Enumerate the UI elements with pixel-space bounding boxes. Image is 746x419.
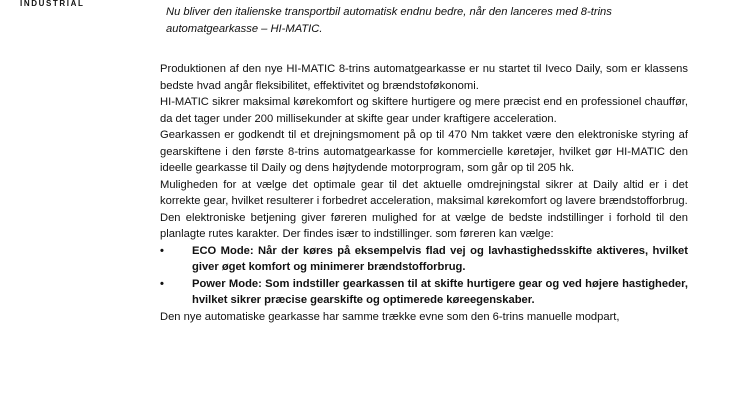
bullet-icon: •	[160, 277, 164, 290]
brand-wordmark: INDUSTRIAL	[20, 0, 85, 8]
paragraph-settings: Den elektroniske betjening giver føreren mulighed for at vælge de bedste indstillinger i forhold til den planlagte rutes karakter. Der findes især to indstillinger. som føreren kan vælge:	[160, 211, 688, 240]
power-mode-text: Power Mode: Som indstiller gearkassen til at skifte hurtigere gear og ved højere hastigheder, hvilket sikrer præcise gearskifte og optimerede køreegenskaber.	[192, 277, 688, 306]
paragraph-gear-choice: Muligheden for at vælge det optimale gear til det aktuelle omdrejningstal sikrer at Daily altid er i det korrekte gear, hvilket resulterer i forbedret acceleration, maksimal kørekomfort og lavere brændstofforbrug.	[160, 178, 688, 207]
mode-list	[160, 243, 688, 309]
article-body	[160, 61, 688, 325]
eco-mode-text: ECO Mode: Når der køres på eksempelvis flad vej og lavhastighedsskifte aktiveres, hvilket giver øget komfort og minimerer brændstofforbrug.	[192, 244, 688, 273]
paragraph-comfort: HI-MATIC sikrer maksimal kørekomfort og skiftere hurtigere og mere præcist end en professionel chauffør, da det tager under 200 millisekunder at skifte gear under kraftigere acceleration.	[160, 96, 688, 125]
paragraph-torque: Gearkassen er godkendt til et drejningsmoment på op til 470 Nm takket være den elektroniske styring af gearskiftene i den første 8-trins automatgearkasse for kommercielle køretøjer, hvilket gør HI-MATIC den ideelle gearkasse til Daily og dens højtydende motorprogram, som går op til 205 hk.	[160, 129, 688, 174]
list-item-eco-mode	[160, 243, 688, 276]
intro-text	[166, 4, 666, 38]
intro-line-1: Nu bliver den italienske transportbil automatisk endnu bedre, når den lanceres med 8-trins	[166, 6, 612, 18]
paragraph-production: Produktionen af den nye HI-MATIC 8-trins automatgearkasse er nu startet til Iveco Daily, som er klassens bedste hvad angår fleksibilitet, effektivitet og brændstoføkonomi.	[160, 63, 688, 92]
list-item-power-mode	[160, 276, 688, 309]
paragraph-closing: Den nye automatiske gearkasse har samme trække evne som den 6-trins manuelle modpart,	[160, 310, 620, 323]
intro-line-2: automatgearkasse – HI-MATIC.	[166, 23, 323, 35]
bullet-icon: •	[160, 244, 164, 257]
